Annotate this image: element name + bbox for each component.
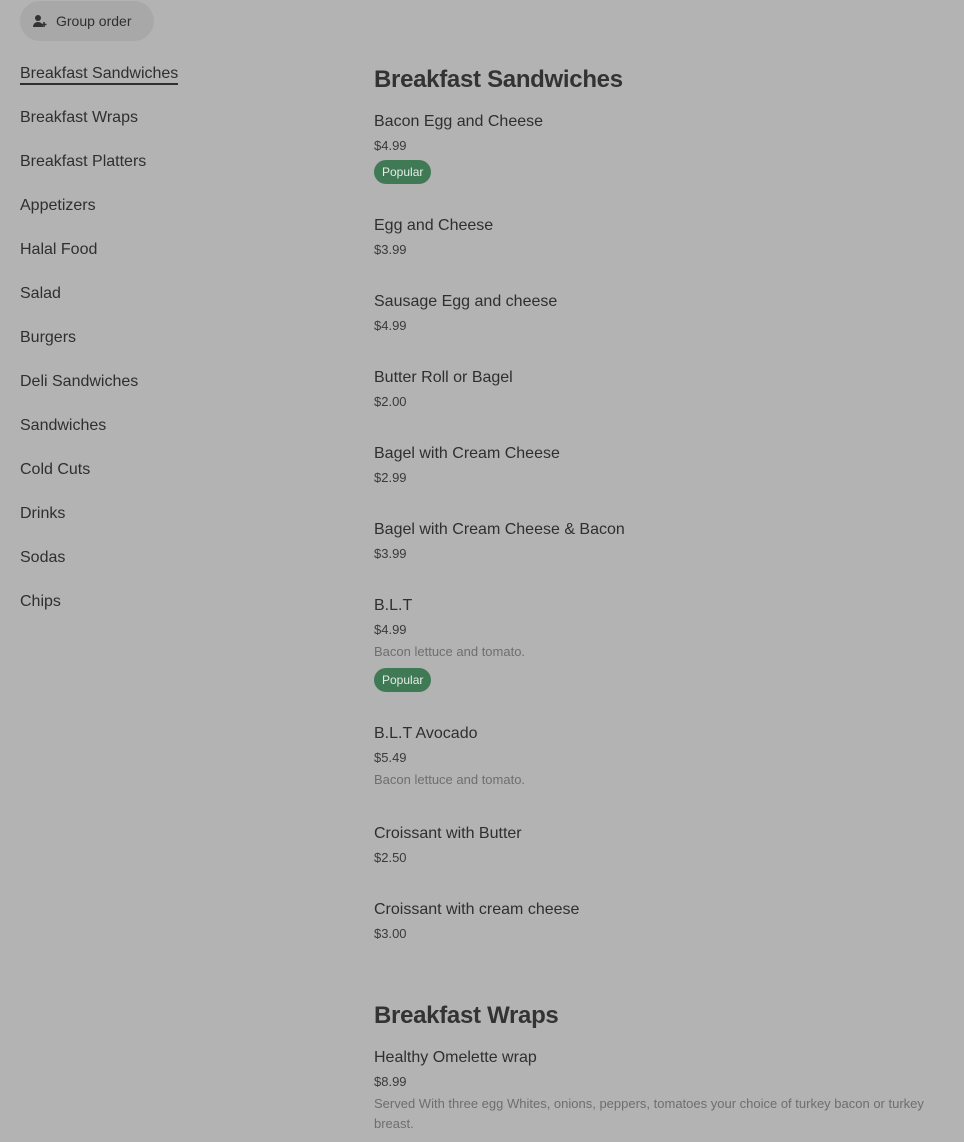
item-price: $4.99 <box>374 318 407 333</box>
sidebar-item-label: Sodas <box>20 549 66 566</box>
section-title: Breakfast Wraps <box>374 1002 559 1029</box>
sidebar-item-cold-cuts[interactable] <box>20 458 340 502</box>
item-price: $2.50 <box>374 850 407 865</box>
sidebar-item-label: Sandwiches <box>20 417 107 434</box>
menu-item[interactable] <box>374 292 944 334</box>
sidebar-item-label: Breakfast Wraps <box>20 109 138 126</box>
item-price: $2.00 <box>374 394 407 409</box>
sidebar-item-salad[interactable] <box>20 282 340 326</box>
sidebar-item-label: Cold Cuts <box>20 461 91 478</box>
item-name: B.L.T <box>374 597 413 614</box>
item-price: $4.99 <box>374 622 407 637</box>
menu-item[interactable] <box>374 596 944 692</box>
sidebar-item-deli-sandwiches[interactable] <box>20 370 340 414</box>
item-name: Egg and Cheese <box>374 217 494 234</box>
sidebar-item-chips[interactable] <box>20 590 340 634</box>
sidebar-item-burgers[interactable] <box>20 326 340 370</box>
item-name: Croissant with cream cheese <box>374 901 580 918</box>
group-order-button[interactable] <box>20 1 154 41</box>
menu-item[interactable] <box>374 216 944 258</box>
item-description: Bacon lettuce and tomato. <box>374 772 526 787</box>
menu-item[interactable] <box>374 1048 944 1134</box>
group-order-label: Group order <box>56 13 132 29</box>
item-price: $3.99 <box>374 242 407 257</box>
menu-item[interactable] <box>374 824 944 866</box>
sidebar-item-label: Burgers <box>20 329 77 346</box>
category-sidebar <box>20 62 340 634</box>
sidebar-item-halal-food[interactable] <box>20 238 340 282</box>
menu-item[interactable] <box>374 112 944 184</box>
item-price: $5.49 <box>374 750 407 765</box>
item-description: Bacon lettuce and tomato. <box>374 644 526 659</box>
menu-item[interactable] <box>374 444 944 486</box>
sidebar-item-label: Salad <box>20 285 61 302</box>
sidebar-item-breakfast-platters[interactable] <box>20 150 340 194</box>
menu-item[interactable] <box>374 520 944 562</box>
sidebar-item-label: Chips <box>20 593 61 610</box>
sidebar-item-label: Appetizers <box>20 197 96 214</box>
sidebar-item-sandwiches[interactable] <box>20 414 340 458</box>
sidebar-item-sodas[interactable] <box>20 546 340 590</box>
menu-item[interactable] <box>374 368 944 410</box>
sidebar-item-breakfast-sandwiches[interactable] <box>20 62 340 106</box>
sidebar-item-label: Breakfast Sandwiches <box>20 65 178 85</box>
item-price: $3.00 <box>374 926 407 941</box>
item-name: Bagel with Cream Cheese & Bacon <box>374 521 625 538</box>
sidebar-item-breakfast-wraps[interactable] <box>20 106 340 150</box>
item-name: Healthy Omelette wrap <box>374 1049 537 1066</box>
sidebar-item-label: Drinks <box>20 505 66 522</box>
popular-badge: Popular <box>374 668 431 692</box>
item-name: Butter Roll or Bagel <box>374 369 513 386</box>
popular-badge: Popular <box>374 160 431 184</box>
sidebar-item-label: Halal Food <box>20 241 98 258</box>
item-price: $3.99 <box>374 546 407 561</box>
add-person-icon <box>32 13 48 29</box>
item-name: Bagel with Cream Cheese <box>374 445 560 462</box>
item-price: $2.99 <box>374 470 407 485</box>
item-price: $8.99 <box>374 1074 407 1089</box>
item-name: B.L.T Avocado <box>374 725 478 742</box>
item-description: Served With three egg Whites, onions, peppers, tomatoes your choice of turkey bacon or turkey breast. <box>374 1096 924 1131</box>
section-title: Breakfast Sandwiches <box>374 66 623 93</box>
item-name: Bacon Egg and Cheese <box>374 113 544 130</box>
menu-item[interactable] <box>374 900 944 942</box>
sidebar-item-appetizers[interactable] <box>20 194 340 238</box>
item-name: Croissant with Butter <box>374 825 522 842</box>
item-name: Sausage Egg and cheese <box>374 293 558 310</box>
menu-item[interactable] <box>374 724 944 790</box>
sidebar-item-drinks[interactable] <box>20 502 340 546</box>
item-price: $4.99 <box>374 138 407 153</box>
sidebar-item-label: Deli Sandwiches <box>20 373 139 390</box>
sidebar-item-label: Breakfast Platters <box>20 153 147 170</box>
